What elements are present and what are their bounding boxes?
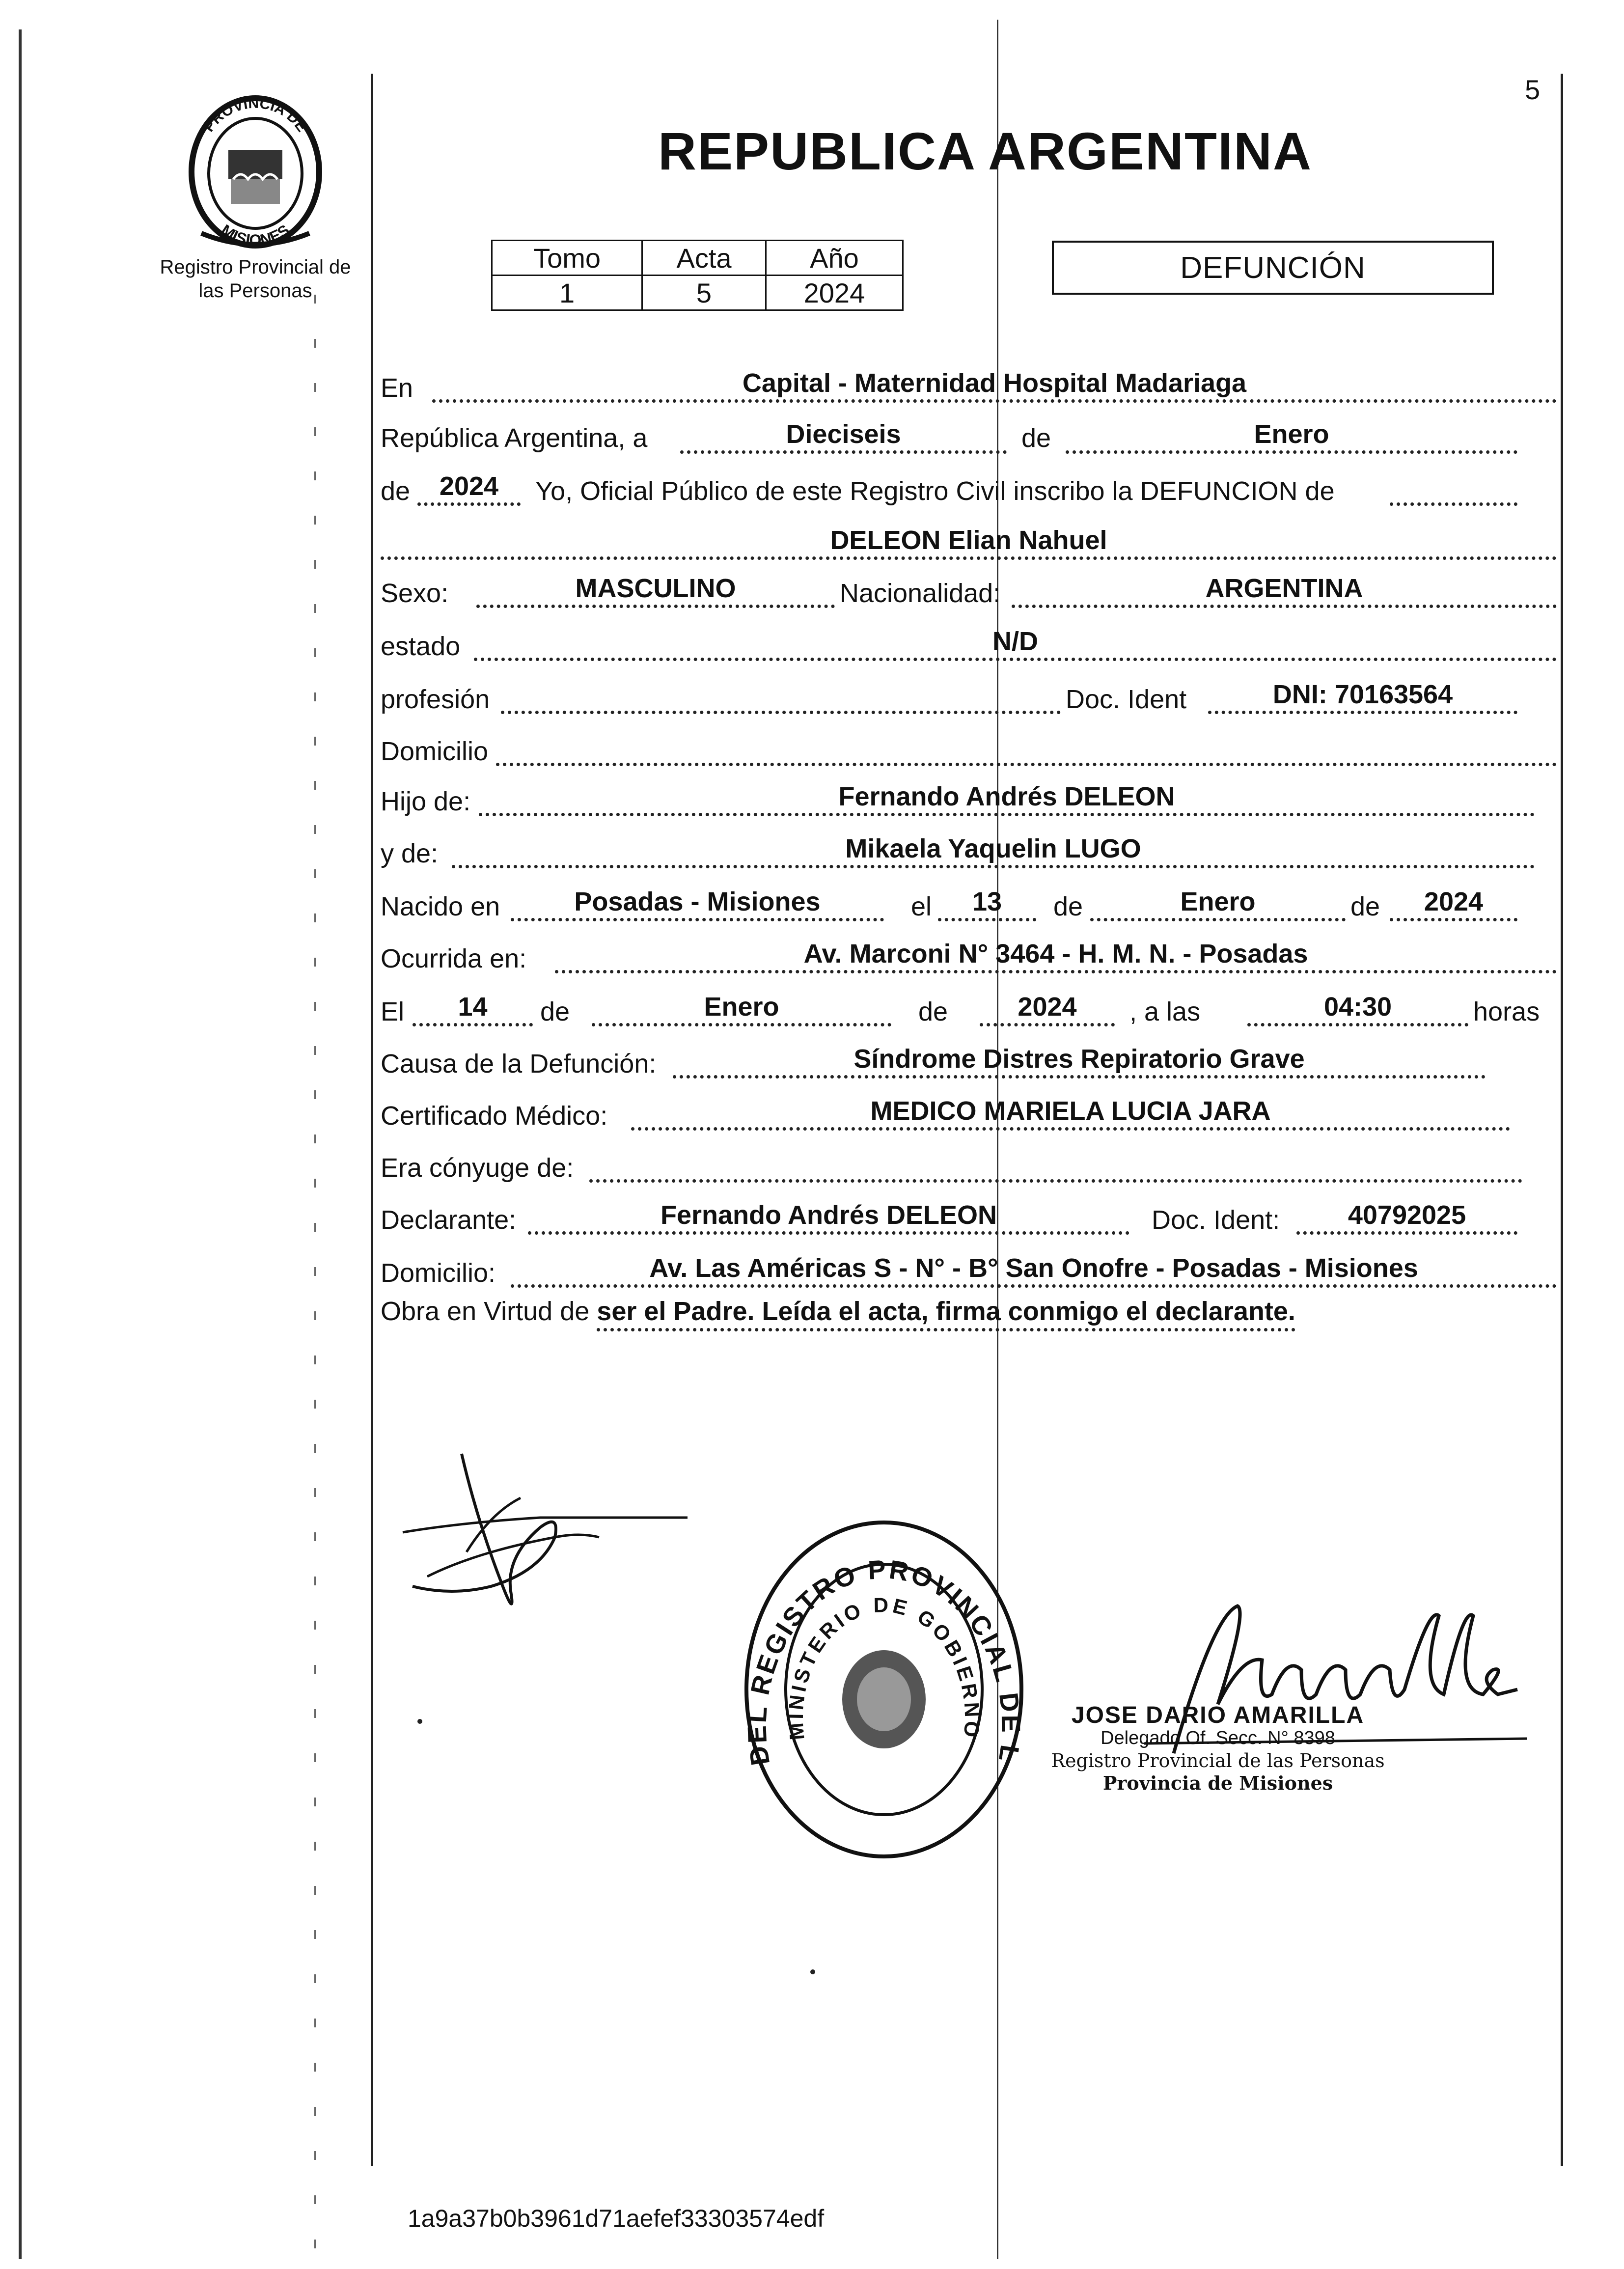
label-a-las: , a las xyxy=(1129,997,1201,1026)
label-sexo: Sexo: xyxy=(381,579,449,608)
obra-en-virtud-line xyxy=(381,1296,1295,1327)
field-nacido-anio: 2024 xyxy=(1390,886,1517,921)
official-seal xyxy=(737,1513,1031,1866)
official-province: Provincia de Misiones xyxy=(1102,1772,1333,1794)
official-title: Delegado Of. Secc. N° 8398 xyxy=(1101,1728,1335,1748)
field-hora: 04:30 xyxy=(1247,991,1468,1026)
label-declarante-domicilio: Domicilio: xyxy=(381,1258,496,1288)
field-nacido-mes: Enero xyxy=(1090,886,1346,921)
field-obra-en-virtud: ser el Padre. Leída el acta, firma conmigo el declarante. xyxy=(597,1297,1295,1331)
label-en: En xyxy=(381,373,413,403)
label-nacido-en: Nacido en xyxy=(381,892,500,921)
label-hijo-de: Hijo de: xyxy=(381,787,471,816)
label-horas: horas xyxy=(1473,997,1540,1026)
page-right-border xyxy=(1561,74,1563,2166)
field-trailing-blank xyxy=(1390,470,1517,506)
logo-caption-line1: Registro Provincial de xyxy=(160,256,351,278)
field-declarante-domicilio: Av. Las Américas S - N° - B° San Onofre - Posadas - Misiones xyxy=(511,1252,1557,1288)
label-declarante-doc: Doc. Ident: xyxy=(1152,1205,1280,1235)
declarant-signature xyxy=(393,1439,707,1665)
label-ocurrida-en: Ocurrida en: xyxy=(381,944,527,973)
registry-value-acta: 5 xyxy=(642,276,766,310)
field-doc-ident: DNI: 70163564 xyxy=(1208,679,1517,714)
field-defuncion-mes: Enero xyxy=(592,991,891,1026)
field-nacido-dia: 13 xyxy=(938,886,1036,921)
label-de: de xyxy=(1021,423,1051,453)
document-type-box: DEFUNCIÓN xyxy=(1052,241,1494,295)
document-hash: 1a9a37b0b3961d71aefef33303574edf xyxy=(408,2205,825,2232)
scan-fold-line xyxy=(997,20,998,2259)
label-de-anio: de xyxy=(381,476,411,506)
registry-value-anio: 2024 xyxy=(766,276,903,310)
label-de-defuncion-anio: de xyxy=(918,997,948,1026)
label-el: el xyxy=(911,892,932,921)
scan-dash-line xyxy=(314,295,316,2254)
registry-value-tomo: 1 xyxy=(492,276,642,310)
logo-caption xyxy=(147,255,363,303)
field-nacido-lugar: Posadas - Misiones xyxy=(511,886,884,921)
svg-text:MINISTERIO DE GOBIERNO: MINISTERIO DE GOBIERNO xyxy=(784,1593,984,1742)
field-defuncion-anio: 2024 xyxy=(980,991,1115,1026)
field-profesion xyxy=(501,679,1061,714)
field-defuncion-dia: 14 xyxy=(413,991,533,1026)
official-name: JOSE DARIO AMARILLA xyxy=(1071,1702,1365,1728)
field-anio: 2024 xyxy=(417,470,521,506)
field-sexo: MASCULINO xyxy=(476,573,835,608)
field-estado: N/D xyxy=(474,626,1557,661)
label-profesion: profesión xyxy=(381,685,490,714)
official-office: Registro Provincial de las Personas xyxy=(1051,1750,1385,1771)
label-de-nacido-mes: de xyxy=(1053,892,1083,921)
field-lugar: Capital - Maternidad Hospital Madariaga xyxy=(432,367,1557,403)
registry-table xyxy=(491,240,904,311)
label-nacionalidad: Nacionalidad: xyxy=(840,579,1001,608)
page-number: 5 xyxy=(1525,74,1541,105)
label-causa: Causa de la Defunción: xyxy=(381,1049,657,1079)
scan-margin-line xyxy=(19,29,22,2259)
page-title: REPUBLICA ARGENTINA xyxy=(658,121,1312,181)
label-declarante: Declarante: xyxy=(381,1205,517,1235)
label-de-defuncion-mes: de xyxy=(540,997,570,1026)
field-declarante-doc: 40792025 xyxy=(1296,1199,1517,1235)
label-y-de: y de: xyxy=(381,839,439,868)
label-certificado: Certificado Médico: xyxy=(381,1101,608,1131)
label-conyuge: Era cónyuge de: xyxy=(381,1153,574,1183)
coat-of-arms-logo xyxy=(182,86,329,253)
field-causa: Síndrome Distres Repiratorio Grave xyxy=(673,1043,1486,1079)
field-dia-letras: Dieciseis xyxy=(680,418,1007,454)
label-de-nacido-anio: de xyxy=(1350,892,1380,921)
field-padre: Fernando Andrés DELEON xyxy=(479,781,1535,816)
svg-text:MISIONES: MISIONES xyxy=(218,221,293,249)
field-ocurrida-en: Av. Marconi N° 3464 - H. M. N. - Posadas xyxy=(555,938,1557,973)
scan-speck xyxy=(417,1719,422,1724)
page-left-border xyxy=(371,74,373,2166)
label-obra-en-virtud: Obra en Virtud de xyxy=(381,1297,590,1326)
logo-caption-line2: las Personas xyxy=(198,280,312,302)
label-estado: estado xyxy=(381,632,461,661)
field-madre: Mikaela Yaquelin LUGO xyxy=(452,833,1535,868)
scan-speck xyxy=(810,1969,815,1974)
official-stamp xyxy=(1046,1704,1390,1795)
label-yo-oficial: Yo, Oficial Público de este Registro Civil inscribo la DEFUNCION de xyxy=(535,476,1335,506)
field-mes: Enero xyxy=(1066,418,1517,454)
registry-header-anio: Año xyxy=(766,241,903,276)
field-certificado-medico: MEDICO MARIELA LUCIA JARA xyxy=(631,1095,1510,1131)
field-conyuge xyxy=(589,1147,1522,1183)
field-domicilio xyxy=(496,731,1557,766)
field-declarante: Fernando Andrés DELEON xyxy=(528,1199,1129,1235)
label-republica-a: República Argentina, a xyxy=(381,423,648,453)
registry-header-acta: Acta xyxy=(642,241,766,276)
label-el-fecha: El xyxy=(381,997,405,1026)
field-nacionalidad: ARGENTINA xyxy=(1012,573,1557,608)
svg-text:PROVINCIA DE: PROVINCIA DE xyxy=(200,95,310,135)
label-doc-ident: Doc. Ident xyxy=(1066,685,1187,714)
label-domicilio: Domicilio xyxy=(381,737,489,766)
field-nombre-difunto: DELEON Elian Nahuel xyxy=(381,525,1557,560)
svg-text:DIREC. GRAL. DEL REGISTRO PROV: DEL REGISTRO PROVINCIAL DE L xyxy=(742,1554,1026,1768)
registry-header-tomo: Tomo xyxy=(492,241,642,276)
